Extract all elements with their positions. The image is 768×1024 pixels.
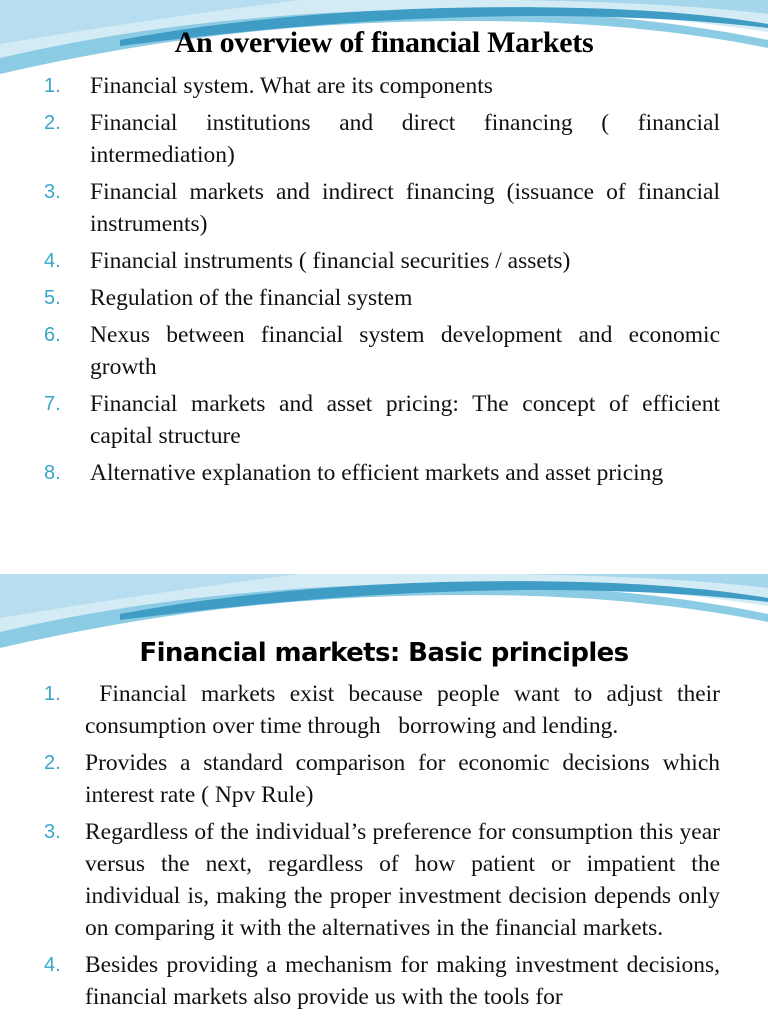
list-item	[44, 107, 720, 171]
list-item-text: Financial instruments ( financial securities / assets)	[90, 248, 571, 274]
list-item-text: Besides providing a mechanism for making investment decisions, financial markets also provide us with the tools for	[85, 952, 720, 1010]
list-item	[44, 319, 720, 383]
list-item	[44, 70, 720, 102]
list-item	[44, 678, 726, 742]
list-item-text: Financial markets and asset pricing: The concept of efficient capital structure	[90, 391, 720, 449]
list-item-text: Financial markets exist because people want to adjust their consumption over time through borrowing and lending.	[85, 681, 726, 739]
slide-title: An overview of financial Markets	[174, 26, 594, 59]
list-number: 1 .	[44, 678, 61, 710]
slide-title: Financial markets: Basic principles	[139, 638, 629, 668]
list-number: 8 .	[44, 457, 61, 489]
list-number: 4 .	[44, 245, 61, 277]
topic-list	[44, 70, 720, 494]
list-number: 4 .	[44, 949, 61, 981]
list-number: 5 .	[44, 282, 61, 314]
list-number: 3 .	[44, 176, 61, 208]
list-item	[44, 282, 720, 314]
list-item	[44, 949, 720, 1013]
list-number: 1 .	[44, 70, 61, 102]
list-number: 6 .	[44, 319, 61, 351]
list-item	[44, 176, 720, 240]
list-number: 2 .	[44, 107, 61, 139]
list-item-text: Financial markets and indirect financing (issuance of financial instruments)	[90, 179, 720, 237]
list-item	[44, 245, 720, 277]
list-item-text: Regulation of the financial system	[90, 285, 413, 311]
list-number: 7 .	[44, 388, 61, 420]
list-item	[44, 457, 720, 489]
slide-2	[0, 574, 768, 1024]
list-item-text: Nexus between financial system development and economic growth	[90, 322, 720, 380]
list-item	[44, 388, 720, 452]
list-item-text: Alternative explanation to efficient markets and asset pricing	[90, 460, 664, 486]
list-item-text: Regardless of the individual’s preference for consumption this year versus the next, regardless of how patient or impatient the individual is, making the proper investment decision depends only on comparing it with the alternatives in the financial markets.	[85, 819, 720, 941]
list-item-text: Provides a standard comparison for economic decisions which interest rate ( Npv Rule)	[85, 750, 720, 808]
list-item	[44, 816, 720, 944]
list-number: 3 .	[44, 816, 61, 848]
slide-separator	[0, 560, 768, 574]
list-item-text: Financial system. What are its components	[90, 73, 493, 99]
list-item	[44, 747, 720, 811]
list-item-text: Financial institutions and direct financing ( financial intermediation)	[90, 110, 720, 168]
principles-list	[44, 678, 726, 1018]
list-number: 2 .	[44, 747, 61, 779]
